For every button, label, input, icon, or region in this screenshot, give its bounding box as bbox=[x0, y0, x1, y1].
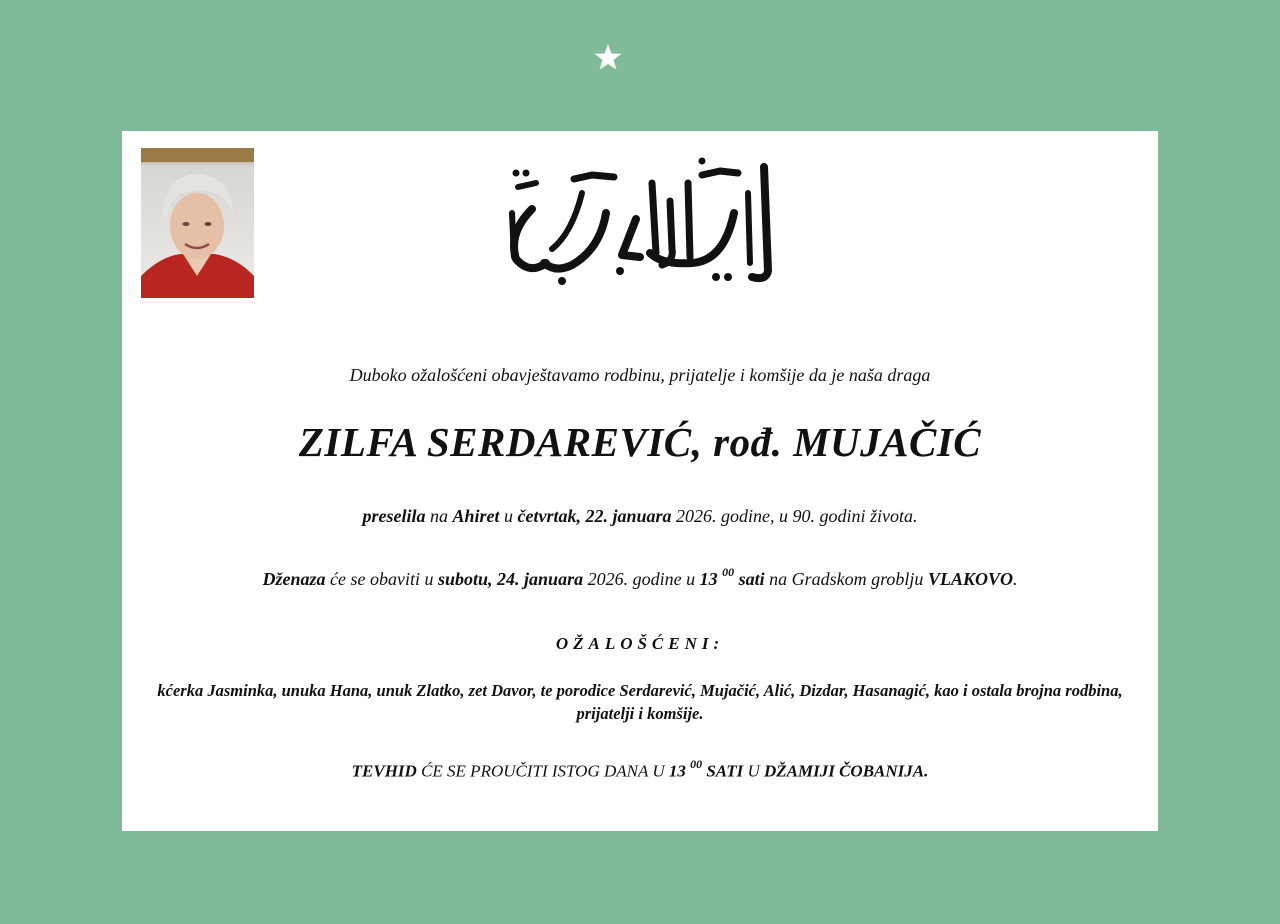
tevhid-announcement: TEVHID ĆE SE PROUČITI ISTOG DANA U 13 $^{00}$ SATI U DŽAMIJI ČOBANIJA. bbox=[351, 757, 929, 781]
death-announcement: preselila na Ahiret u četvrtak, 22. januara 2026. godine, u 90. godini života. bbox=[362, 506, 918, 526]
deceased-portrait-photo bbox=[141, 148, 254, 298]
mourners-heading: OŽALOŠĆENI: bbox=[555, 634, 725, 653]
obituary-card bbox=[122, 131, 1158, 831]
crescent-and-star-icon bbox=[588, 16, 698, 120]
mourners-list: kćerka Jasminka, unuka Hana, unuk Zlatko, zet Davor, te porodice Serdarević, Mujačić, Alić, Dizdar, Hasanagić, kao i ostala brojna rodbina, prijatelji i komšije. bbox=[157, 681, 1123, 723]
intro-text: Duboko ožalošćeni obavještavamo rodbinu, prijatelje i komšije da je naša draga bbox=[349, 365, 931, 385]
deceased-name: ZILFA SERDAREVIĆ, rođ. MUJAČIĆ bbox=[298, 419, 982, 465]
arabic-calligraphy-irtihal-dar-beqa bbox=[502, 153, 782, 293]
dzenaza-announcement: Dženaza će se obaviti u subotu, 24. januara 2026. godine u 13 $^{00}$ sati na Gradskom groblju VLAKOVO. bbox=[262, 565, 1018, 589]
